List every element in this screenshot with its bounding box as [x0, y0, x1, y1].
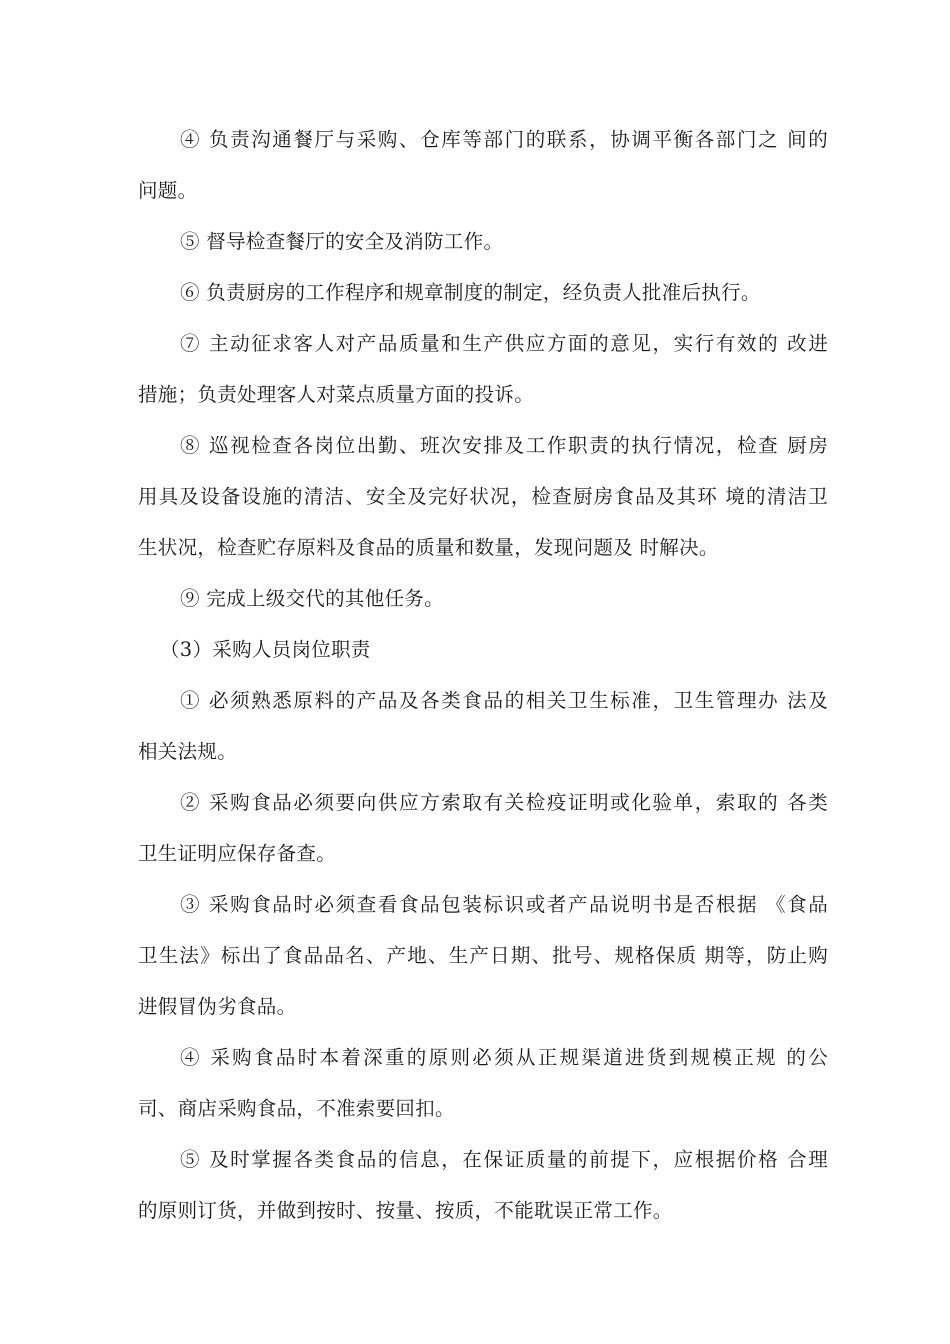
- paragraph-first-line: ③ 采购食品时必须查看食品包装标识或者产品说明书是否根据 《食品: [180, 893, 828, 916]
- paragraph-first-line: ④ 负责沟通餐厅与采购、仓库等部门的联系，协调平衡各部门之 间的: [180, 128, 828, 151]
- paragraph-line: 生状况，检查贮存原料及食品的质量和数量，发现问题及 时解决。: [138, 536, 719, 559]
- paragraph-first-line: ⑤ 督导检查餐厅的安全及消防工作。: [180, 230, 504, 253]
- paragraph-first-line: ② 采购食品必须要向供应方索取有关检疫证明或化验单，索取的 各类: [180, 791, 828, 814]
- paragraph-first-line: ⑧ 巡视检查各岗位出勤、班次安排及工作职责的执行情况，检查 厨房: [180, 434, 828, 457]
- paragraph-line: 卫生证明应保存备查。: [138, 842, 337, 865]
- paragraph-line: 进假冒伪劣食品。: [138, 995, 297, 1018]
- paragraph-line: 的原则订货，并做到按时、按量、按质，不能耽误正常工作。: [138, 1199, 673, 1222]
- paragraph-line: 问题。: [138, 179, 198, 202]
- paragraph-first-line: ⑦ 主动征求客人对产品质量和生产供应方面的意见，实行有效的 改进: [180, 332, 828, 355]
- paragraph-first-line: ⑨ 完成上级交代的其他任务。: [180, 587, 444, 610]
- paragraph-line: 用具及设备设施的清洁、安全及完好状况，检查厨房食品及其环 境的清洁卫: [138, 485, 828, 508]
- paragraph-line: 措施；负责处理客人对菜点质量方面的投诉。: [138, 383, 535, 406]
- paragraph-first-line: ④ 采购食品时本着深重的原则必须从正规渠道进货到规模正规 的公: [180, 1046, 828, 1069]
- paragraph-first-line: ① 必须熟悉原料的产品及各类食品的相关卫生标准，卫生管理办 法及: [180, 689, 828, 712]
- paragraph-first-line: ⑥ 负责厨房的工作程序和规章制度的制定，经负责人批准后执行。: [180, 281, 761, 304]
- paragraph-first-line: ⑤ 及时掌握各类食品的信息，在保证质量的前提下，应根据价格 合理: [180, 1148, 828, 1171]
- paragraph-line: 卫生法》标出了食品品名、产地、生产日期、批号、规格保质 期等，防止购: [138, 944, 828, 967]
- section-heading: （3）采购人员岗位职责: [160, 638, 371, 661]
- paragraph-line: 相关法规。: [138, 740, 238, 763]
- paragraph-line: 司、商店采购食品，不准索要回扣。: [138, 1097, 455, 1120]
